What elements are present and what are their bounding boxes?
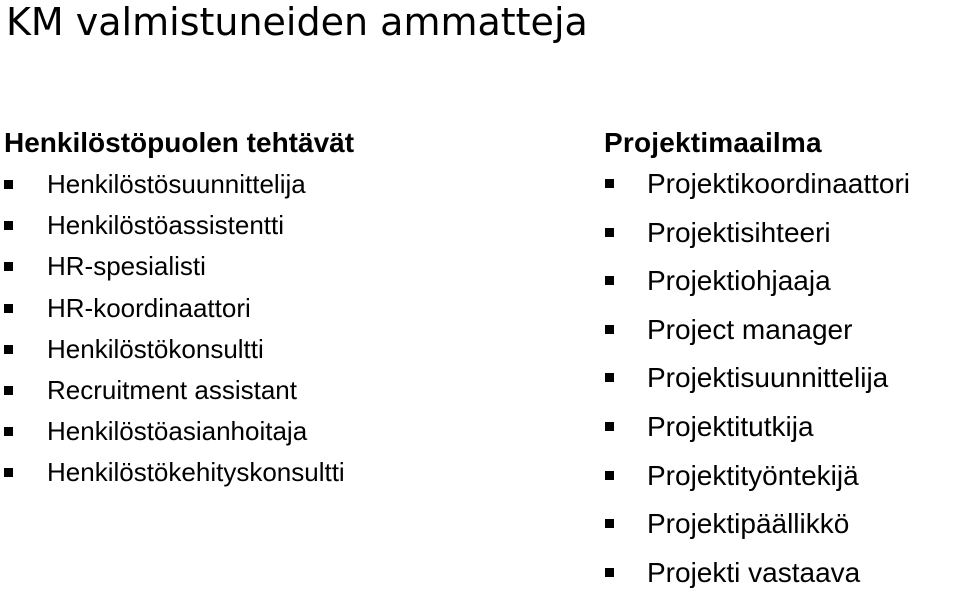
square-bullet-icon xyxy=(4,262,13,271)
list-item-label: Henkilöstöasianhoitaja xyxy=(47,416,308,447)
square-bullet-icon xyxy=(4,221,13,230)
square-bullet-icon xyxy=(605,228,614,237)
list-item xyxy=(4,457,354,487)
list-item xyxy=(604,556,910,589)
hr-tasks-heading: Henkilöstöpuolen tehtävät xyxy=(4,127,355,158)
square-bullet-icon xyxy=(4,180,13,189)
list-item-label: HR-spesialisti xyxy=(47,251,206,282)
list-item-label: Henkilöstöassistentti xyxy=(47,210,284,241)
square-bullet-icon xyxy=(4,304,13,313)
square-bullet-icon xyxy=(605,519,614,528)
list-item xyxy=(604,507,910,540)
square-bullet-icon xyxy=(4,427,13,436)
square-bullet-icon xyxy=(4,386,13,395)
list-item-label: HR-koordinaattori xyxy=(47,292,251,323)
list-item xyxy=(4,169,354,199)
list-item xyxy=(604,459,910,492)
list-item xyxy=(604,313,910,346)
list-item-label: Projektikoordinaattori xyxy=(647,168,911,199)
hr-tasks-column xyxy=(4,126,354,499)
square-bullet-icon xyxy=(605,373,614,382)
square-bullet-icon xyxy=(605,568,614,577)
square-bullet-icon xyxy=(605,179,614,188)
list-item-label: Projektitutkija xyxy=(647,410,814,442)
list-item xyxy=(4,251,354,281)
list-item-label: Henkilöstökehityskonsultti xyxy=(47,457,345,488)
list-item xyxy=(604,410,910,443)
project-world-heading: Projektimaailma xyxy=(604,127,822,158)
list-item xyxy=(4,416,354,446)
list-item xyxy=(4,375,354,405)
list-item xyxy=(604,361,910,394)
hr-tasks-list xyxy=(4,169,354,487)
list-item-label: Projektisihteeri xyxy=(647,216,831,248)
project-world-list xyxy=(604,167,910,589)
list-item-label: Henkilöstösuunnittelija xyxy=(47,169,306,199)
list-item xyxy=(4,293,354,323)
list-item xyxy=(4,210,354,240)
list-item xyxy=(4,334,354,364)
list-item-label: Project manager xyxy=(647,313,853,345)
page-title: KM valmistuneiden ammatteja xyxy=(6,0,588,44)
list-item xyxy=(604,264,910,297)
project-world-column xyxy=(604,126,910,604)
square-bullet-icon xyxy=(4,345,13,354)
list-item-label: Recruitment assistant xyxy=(47,374,297,405)
square-bullet-icon xyxy=(4,468,13,477)
square-bullet-icon xyxy=(605,325,614,334)
square-bullet-icon xyxy=(605,276,614,285)
list-item-label: Projektiohjaaja xyxy=(647,265,831,297)
list-item xyxy=(604,216,910,249)
square-bullet-icon xyxy=(605,422,614,431)
list-item-label: Henkilöstökonsultti xyxy=(47,333,264,364)
list-item xyxy=(604,167,910,200)
list-item-label: Projekti vastaava xyxy=(647,556,861,588)
list-item-label: Projektityöntekijä xyxy=(647,459,859,491)
list-item-label: Projektipäällikkö xyxy=(647,508,850,540)
square-bullet-icon xyxy=(605,471,614,480)
list-item-label: Projektisuunnittelija xyxy=(647,362,889,394)
